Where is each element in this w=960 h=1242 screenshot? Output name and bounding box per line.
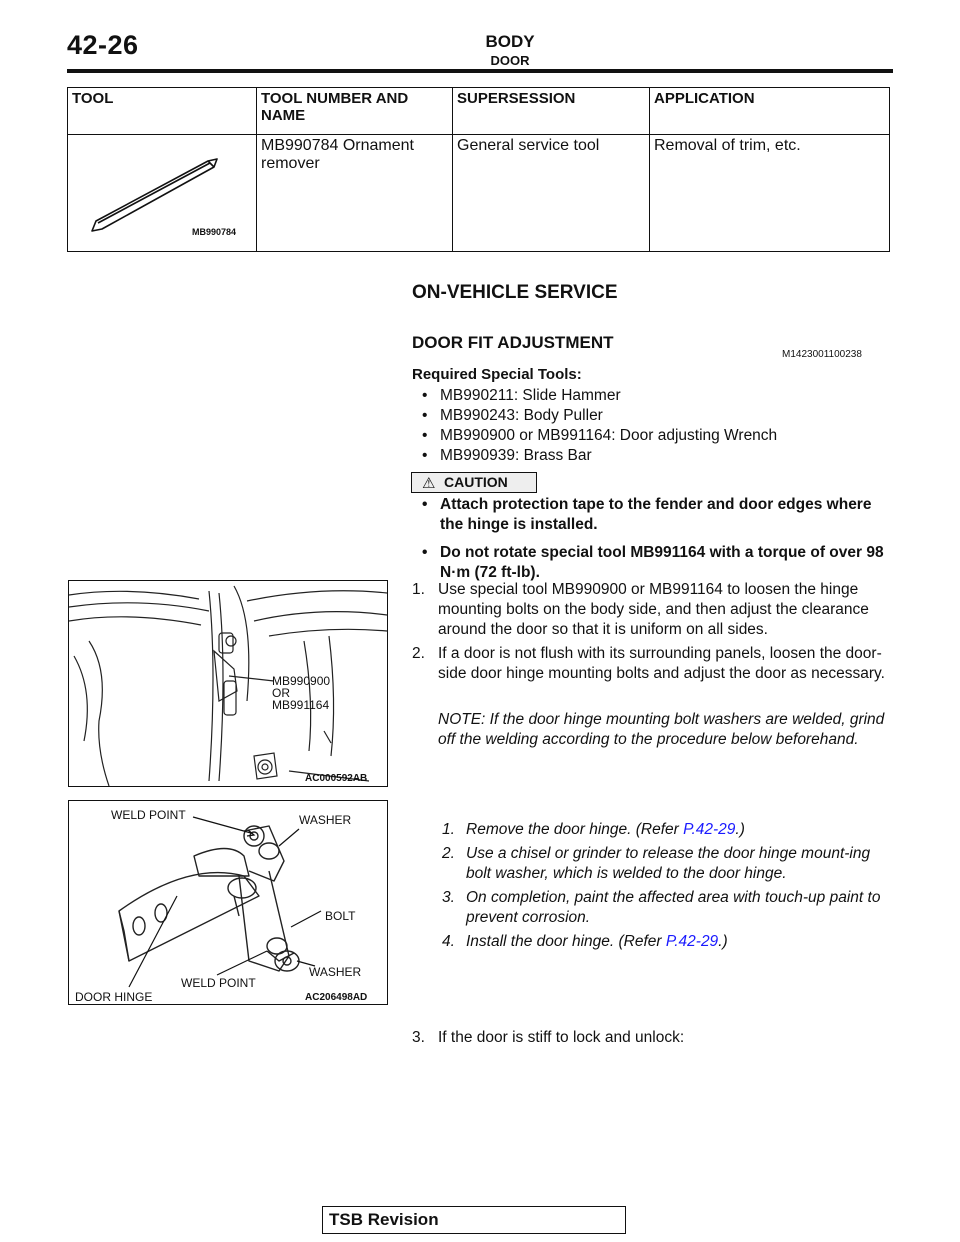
col-header-tool: TOOL xyxy=(68,88,257,135)
warning-triangle-icon: ⚠ xyxy=(422,475,436,492)
page-number: 42-26 xyxy=(67,30,139,60)
figure-label-or: OR xyxy=(272,686,290,700)
list-item: • MB990243: Body Puller xyxy=(422,407,603,424)
substep-4: 4. Install the door hinge. (Refer P.42-29.) xyxy=(442,933,728,950)
page-ref-link[interactable]: P.42-29 xyxy=(665,933,719,950)
procedure-code: M1423001100238 xyxy=(782,349,862,360)
supersession-cell: General service tool xyxy=(453,135,650,252)
figure-label-tool-1: MB990900 xyxy=(272,674,331,688)
tool-table xyxy=(67,87,890,252)
tool-number-cell: MB990784 Ornament remover xyxy=(257,135,453,252)
procedure-heading: DOOR FIT ADJUSTMENT xyxy=(412,333,614,352)
tool-image-label: MB990784 xyxy=(192,227,237,237)
required-tools-label: Required Special Tools: xyxy=(412,366,582,383)
caution-badge xyxy=(411,472,537,493)
label-washer-top: WASHER xyxy=(299,813,352,827)
application-cell: Removal of trim, etc. xyxy=(650,135,890,252)
tsb-revision-box xyxy=(322,1206,626,1234)
step-2: 2. If a door is not flush with its surrounding panels, loosen the door-side door hinge mounting bolts and adjust the door as necessary. xyxy=(412,645,885,682)
list-item: • Do not rotate special tool MB991164 with a torque of over 98 N·m (72 ft-lb). xyxy=(422,544,884,581)
list-item: • MB990900 or MB991164: Door adjusting Wrench xyxy=(422,427,778,444)
figure-code: AC206498AD xyxy=(305,992,368,1003)
header-rule xyxy=(67,69,893,73)
subsection-title: DOOR xyxy=(490,53,530,68)
figure-door-hinge-wrench xyxy=(68,580,388,787)
page-ref-link[interactable]: P.42-29 xyxy=(683,821,736,838)
label-weld-point-bottom: WELD POINT xyxy=(181,976,256,990)
section-heading: ON-VEHICLE SERVICE xyxy=(412,282,618,303)
col-header-tool-number: TOOL NUMBER AND NAME xyxy=(257,88,453,135)
tsb-revision-label: TSB Revision xyxy=(329,1210,439,1229)
substep-3: 3. On completion, paint the affected area with touch-up paint to prevent corrosion. xyxy=(442,889,881,926)
label-washer-bottom: WASHER xyxy=(309,965,362,979)
figure-label-tool-2: MB991164 xyxy=(272,698,330,712)
list-item: • MB990939: Brass Bar xyxy=(422,447,592,464)
list-item: • MB990211: Slide Hammer xyxy=(422,387,621,404)
list-item: • Attach protection tape to the fender and door edges where the hinge is installed. xyxy=(422,496,872,533)
figure-code: AC000592AB xyxy=(305,773,368,784)
substep-1: 1. Remove the door hinge. (Refer P.42-29.) xyxy=(442,821,745,838)
caution-list xyxy=(418,495,888,591)
label-weld-point-top: WELD POINT xyxy=(111,808,186,822)
step-1: 1. Use special tool MB990900 or MB991164 to loosen the hinge mounting bolts on the body side, and then adjust the clearance around the door so that it is uniform on all sides. xyxy=(412,581,869,638)
substep-2: 2. Use a chisel or grinder to release the door hinge mount-ing bolt washer, which is welded to the door hinge. xyxy=(442,845,871,882)
door-hinge-wrench-illustration xyxy=(69,581,387,786)
col-header-application: APPLICATION xyxy=(650,88,890,135)
col-header-supersession: SUPERSESSION xyxy=(453,88,650,135)
section-title: BODY xyxy=(485,32,535,51)
tool-image-cell xyxy=(68,135,257,252)
label-bolt: BOLT xyxy=(325,909,356,923)
required-tools-list xyxy=(418,386,777,466)
figure-door-hinge-weld xyxy=(68,800,388,1005)
caution-label: CAUTION xyxy=(444,474,508,490)
step-3: 3. If the door is stiff to lock and unlock: xyxy=(412,1029,685,1046)
table-row xyxy=(68,135,890,252)
tool-table-header-row xyxy=(68,88,890,135)
note-text: NOTE: If the door hinge mounting bolt washers are welded, grind off the welding according to the procedure below beforehand. xyxy=(438,711,885,748)
label-door-hinge: DOOR HINGE xyxy=(75,990,153,1004)
ornament-remover-illustration xyxy=(68,135,248,247)
